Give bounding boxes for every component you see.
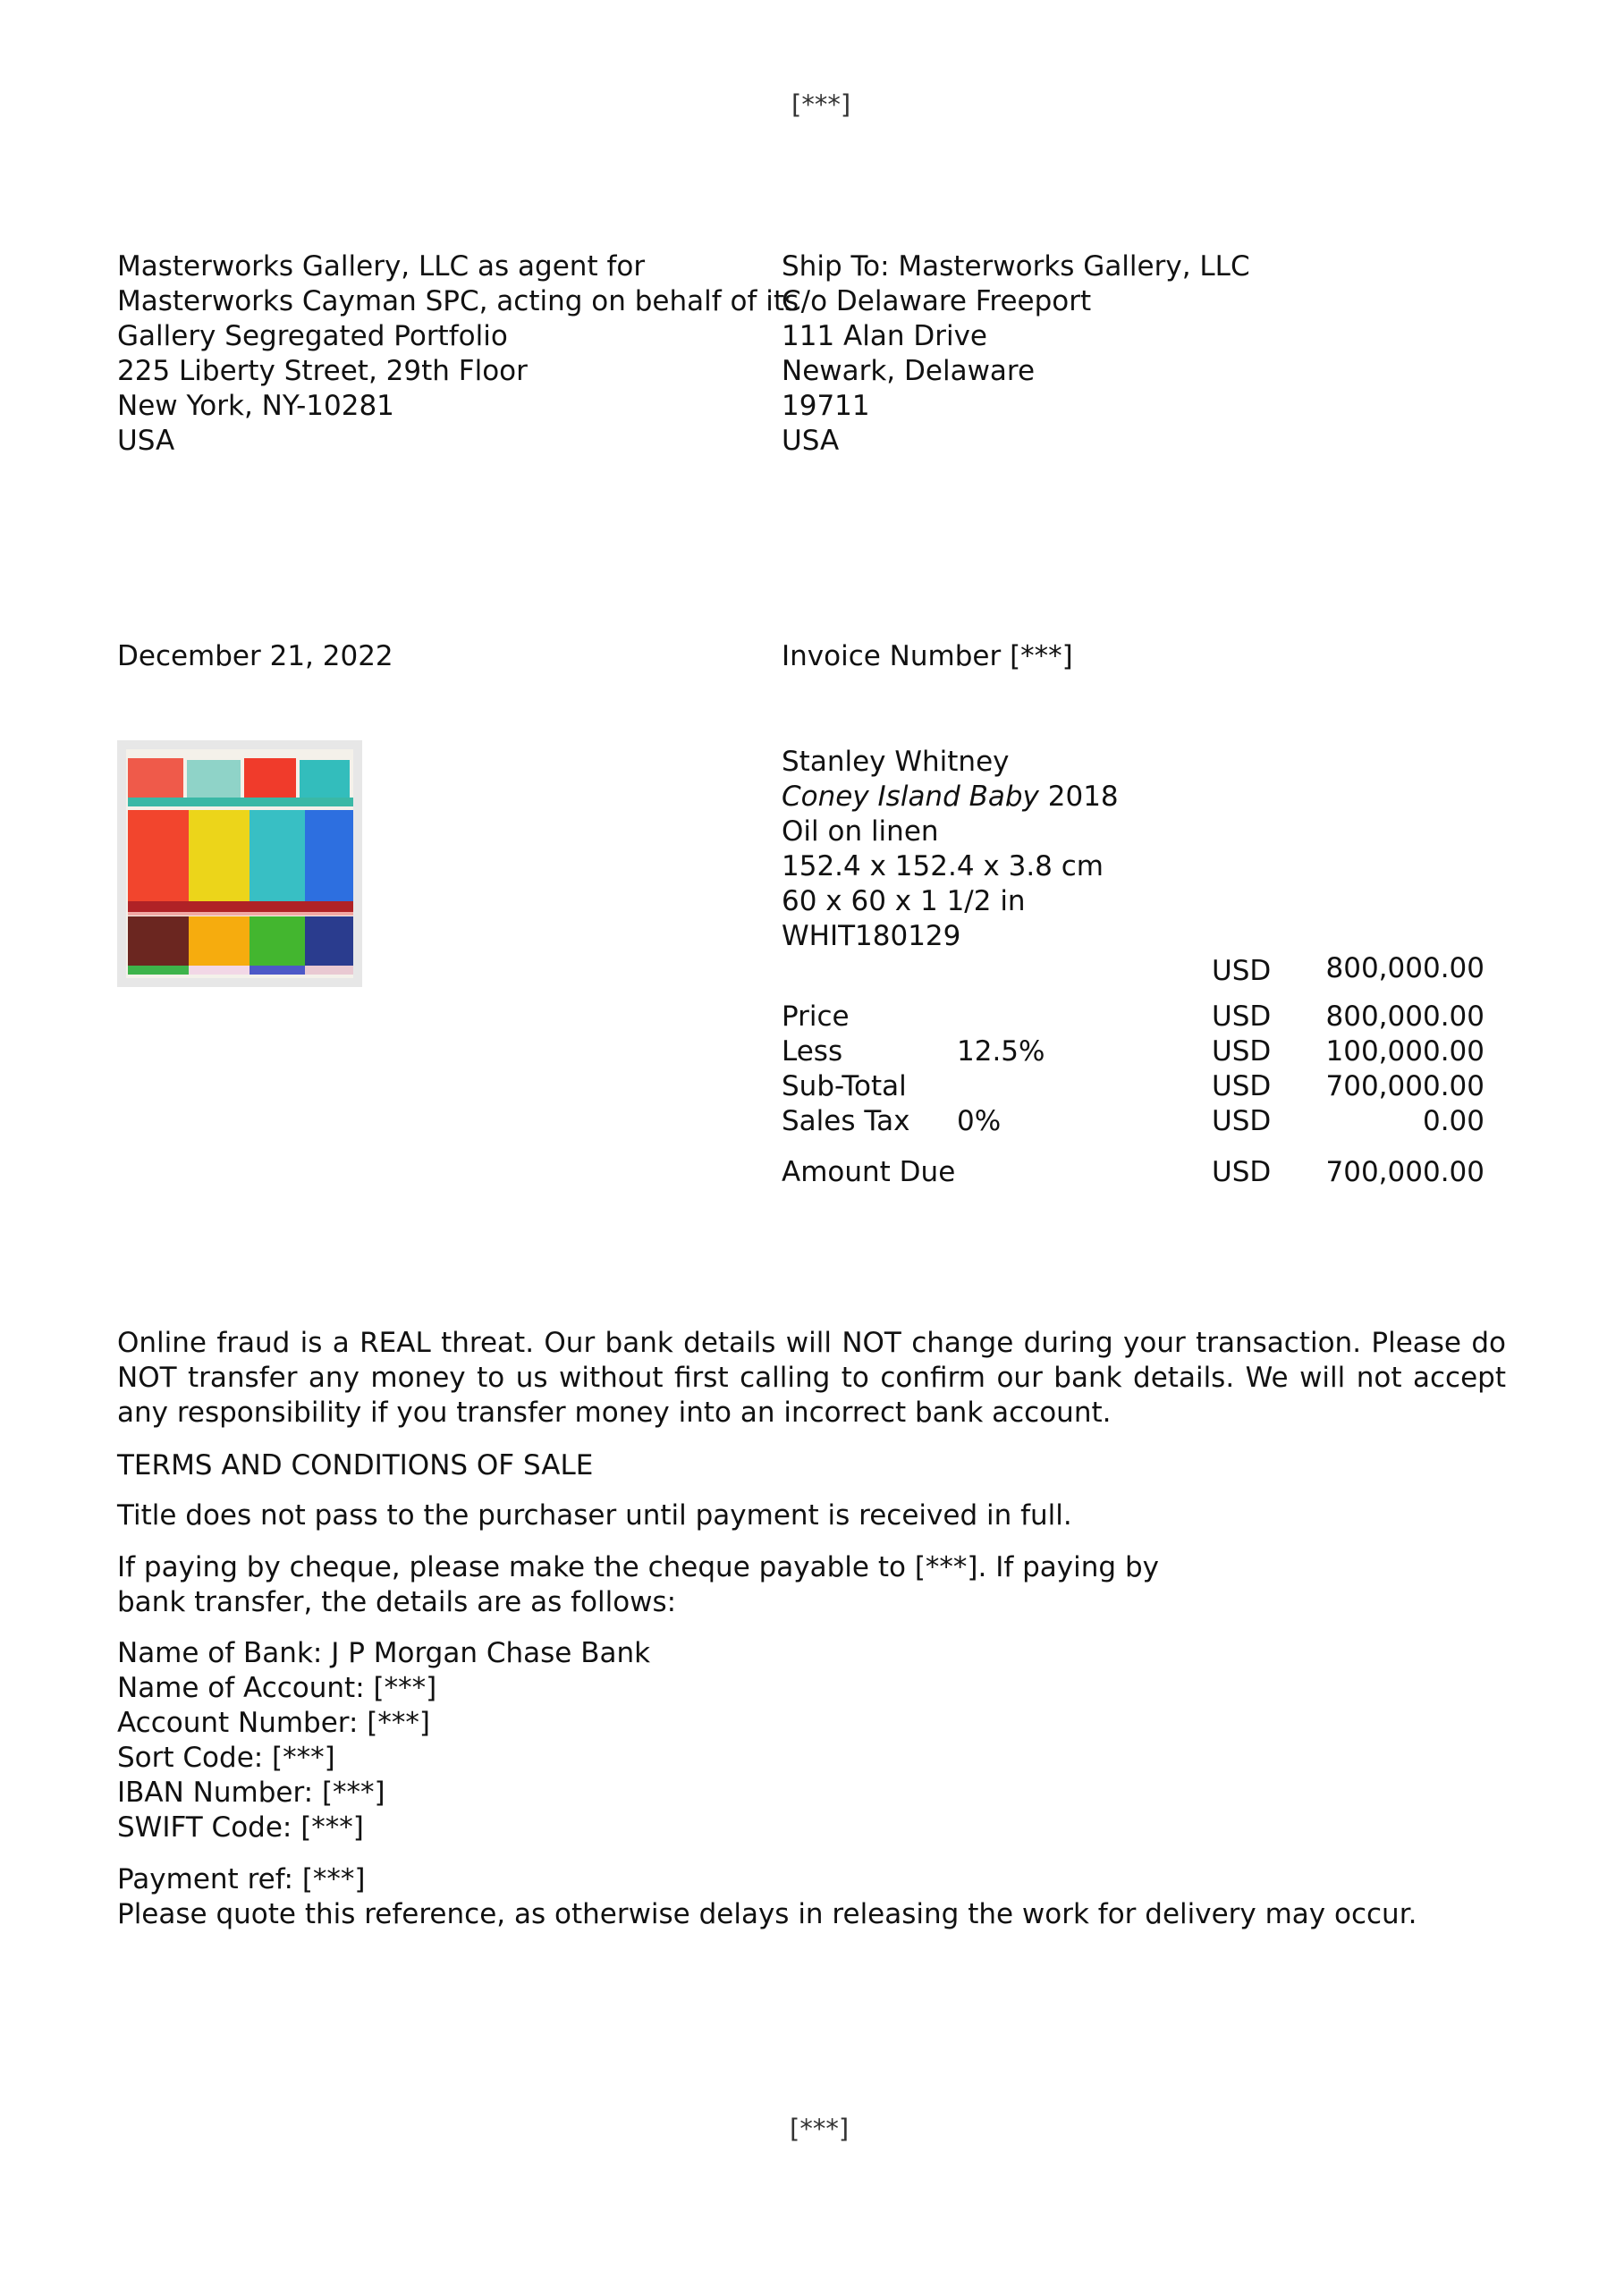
address-line: USA bbox=[782, 425, 840, 457]
row-currency: USD bbox=[1212, 1070, 1272, 1102]
artwork-dimensions-in: 60 x 60 x 1 1/2 in bbox=[782, 885, 1026, 917]
row-amount: 0.00 bbox=[1422, 1105, 1484, 1137]
artwork-code: WHIT180129 bbox=[782, 920, 961, 952]
payment-instructions bbox=[117, 1550, 1159, 1620]
row-currency: USD bbox=[1212, 1105, 1272, 1137]
bank-detail-line: Name of Account: [***] bbox=[117, 1672, 437, 1704]
bank-detail-line: SWIFT Code: [***] bbox=[117, 1811, 364, 1844]
payment-instructions-line: If paying by cheque, please make the cheque payable to [***]. If paying by bbox=[117, 1551, 1159, 1583]
row-rate: 0% bbox=[957, 1105, 1002, 1137]
row-rate: 12.5% bbox=[957, 1035, 1045, 1068]
title-clause: Title does not pass to the purchaser until payment is received in full. bbox=[117, 1499, 1072, 1532]
artist-name: Stanley Whitney bbox=[782, 746, 1010, 778]
row-label: Less bbox=[782, 1035, 843, 1068]
artwork-details bbox=[782, 745, 1119, 954]
row-amount: 800,000.00 bbox=[1325, 1000, 1484, 1033]
invoice-number: Invoice Number [***] bbox=[782, 640, 1073, 672]
row-currency: USD bbox=[1212, 1035, 1272, 1068]
address-line: Ship To: Masterworks Gallery, LLC bbox=[782, 250, 1250, 283]
bank-detail-line: Name of Bank: J P Morgan Chase Bank bbox=[117, 1637, 651, 1669]
address-line: 111 Alan Drive bbox=[782, 320, 987, 352]
artwork-title-line bbox=[782, 780, 1119, 815]
row-label: Sub-Total bbox=[782, 1070, 907, 1102]
row-currency: USD bbox=[1212, 1000, 1272, 1033]
artwork-value: 800,000.00 bbox=[1325, 952, 1484, 984]
artwork-medium: Oil on linen bbox=[782, 815, 939, 848]
row-amount: 100,000.00 bbox=[1325, 1035, 1484, 1068]
address-line: Gallery Segregated Portfolio bbox=[117, 320, 508, 352]
address-line: Newark, Delaware bbox=[782, 355, 1036, 387]
payment-reference-block bbox=[117, 1862, 1417, 1932]
address-line: New York, NY-10281 bbox=[117, 390, 394, 422]
artwork-year: 2018 bbox=[1047, 781, 1119, 813]
artwork-currency: USD bbox=[1212, 955, 1272, 987]
ship-to-address bbox=[782, 249, 1250, 459]
terms-heading: TERMS AND CONDITIONS OF SALE bbox=[117, 1449, 594, 1481]
amount-due-currency: USD bbox=[1212, 1156, 1272, 1188]
address-line: C/o Delaware Freeport bbox=[782, 285, 1092, 317]
address-line: 225 Liberty Street, 29th Floor bbox=[117, 355, 528, 387]
row-label: Sales Tax bbox=[782, 1105, 910, 1137]
header-redacted: [***] bbox=[791, 89, 851, 120]
address-line: USA bbox=[117, 425, 175, 457]
bank-detail-line: IBAN Number: [***] bbox=[117, 1777, 385, 1809]
address-line: Masterworks Gallery, LLC as agent for bbox=[117, 250, 646, 283]
artwork-dimensions-cm: 152.4 x 152.4 x 3.8 cm bbox=[782, 850, 1104, 882]
invoice-date: December 21, 2022 bbox=[117, 640, 393, 672]
amount-due-label: Amount Due bbox=[782, 1156, 956, 1188]
address-line: Masterworks Cayman SPC, acting on behalf of its bbox=[117, 285, 799, 317]
bank-details bbox=[117, 1636, 650, 1845]
artwork-image bbox=[117, 740, 362, 987]
artwork-title: Coney Island Baby bbox=[782, 781, 1039, 813]
payment-note: Please quote this reference, as otherwise delays in releasing the work for delivery may occur. bbox=[117, 1898, 1417, 1930]
bank-detail-line: Account Number: [***] bbox=[117, 1707, 430, 1739]
row-label: Price bbox=[782, 1000, 850, 1033]
fraud-warning: Online fraud is a REAL threat. Our bank details will NOT change during your transaction. Please do NOT transfer any money to us without first calling to confirm our bank details. We will not accept any responsibility if you transfer money into an incorrect bank account. bbox=[117, 1327, 1506, 1429]
amount-due-value: 700,000.00 bbox=[1325, 1156, 1484, 1188]
address-line: 19711 bbox=[782, 390, 870, 422]
bank-detail-line: Sort Code: [***] bbox=[117, 1742, 335, 1774]
seller-address bbox=[117, 249, 799, 459]
payment-instructions-line: bank transfer, the details are as follows: bbox=[117, 1586, 677, 1618]
footer-redacted: [***] bbox=[790, 2114, 850, 2144]
artwork-painting bbox=[117, 740, 362, 987]
payment-ref: Payment ref: [***] bbox=[117, 1863, 366, 1895]
row-amount: 700,000.00 bbox=[1325, 1070, 1484, 1102]
